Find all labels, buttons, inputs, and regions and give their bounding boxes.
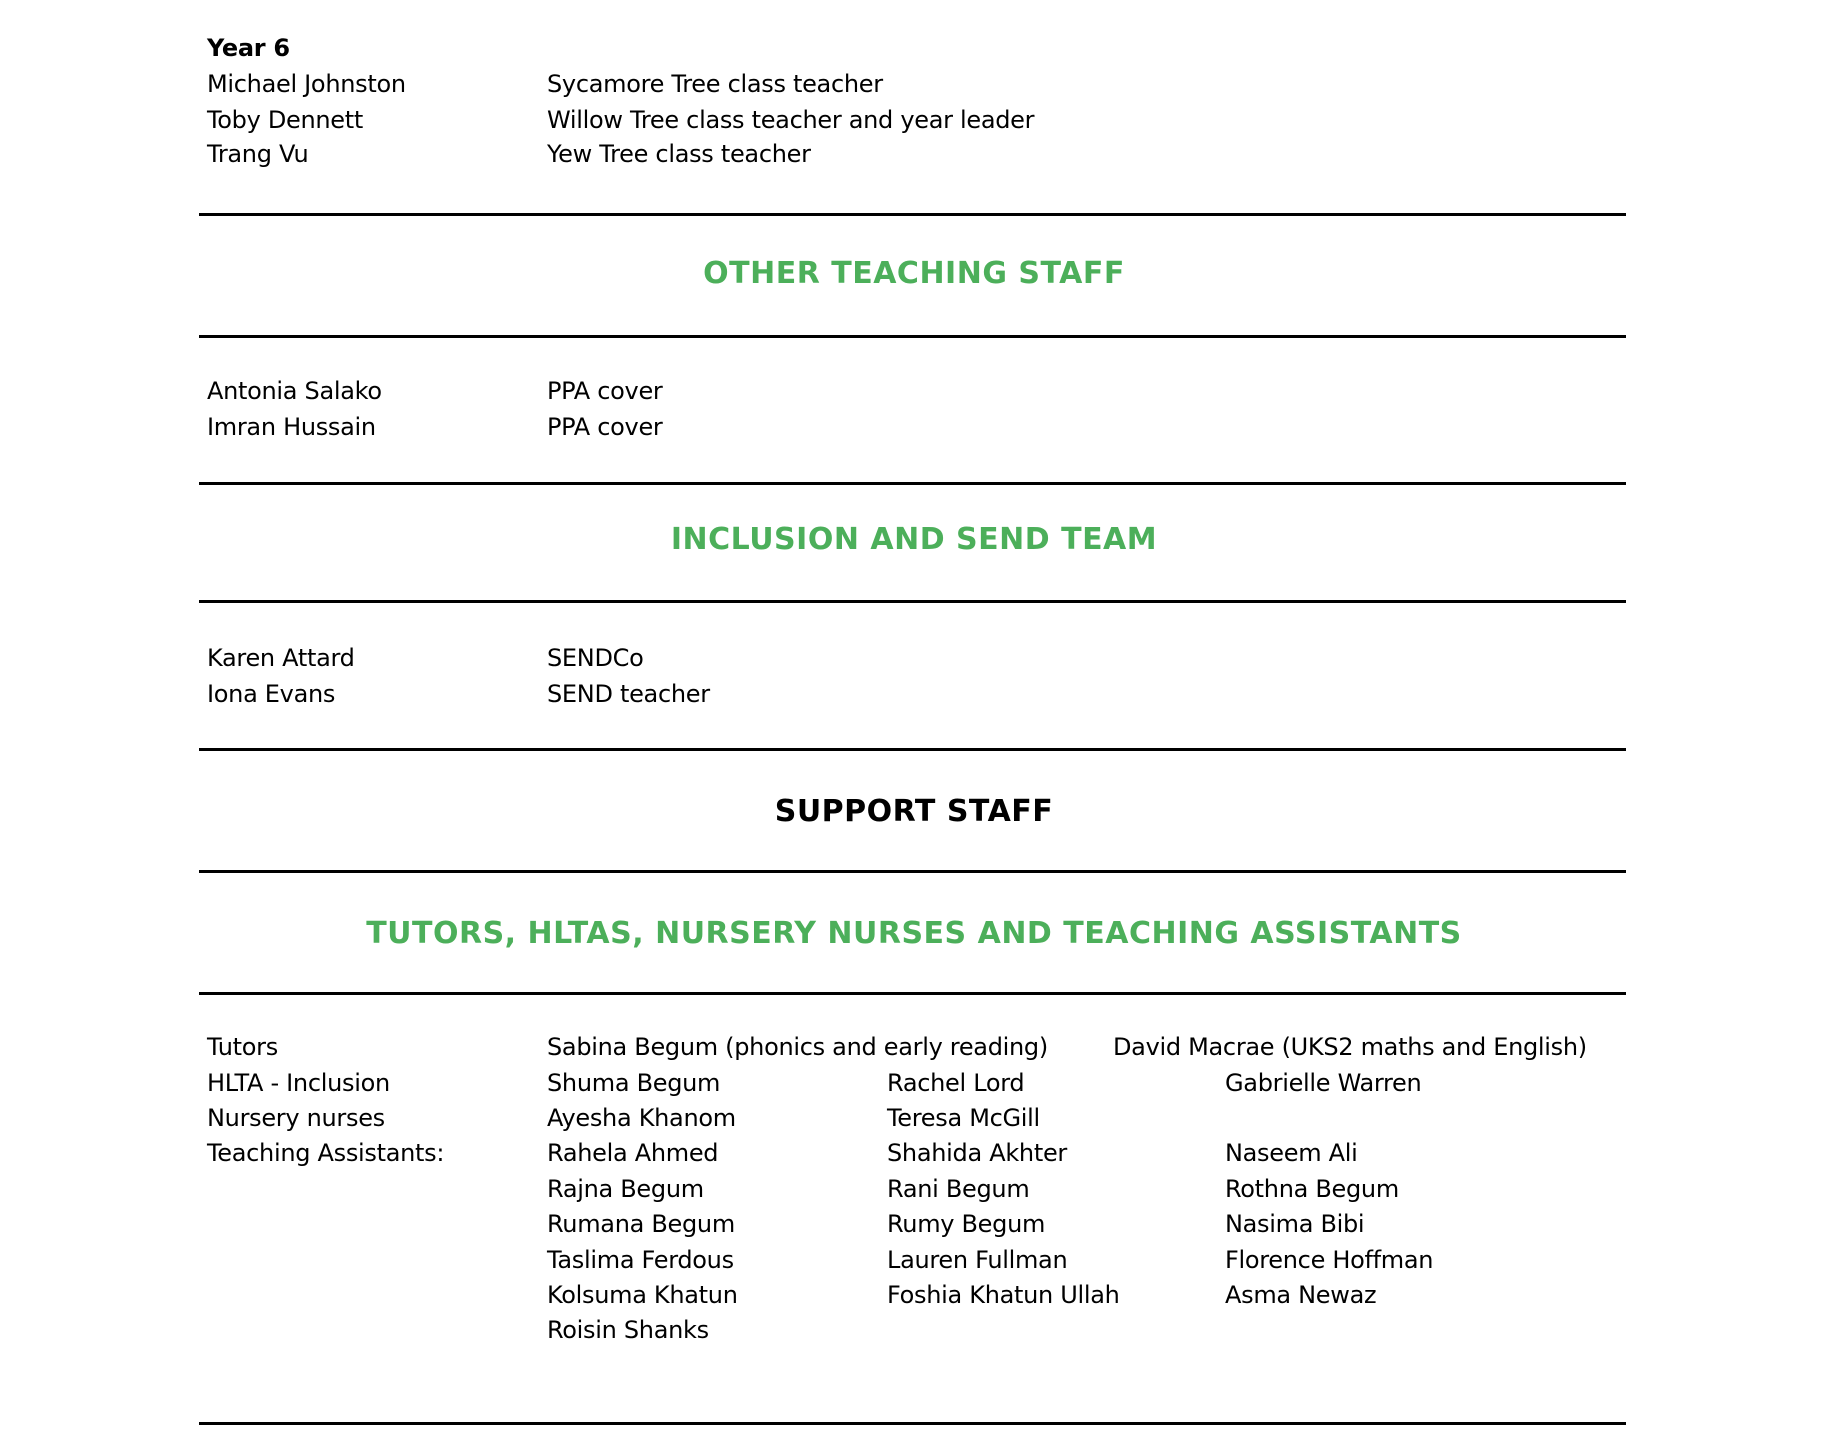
section-heading-support-staff: SUPPORT STAFF [774,794,1054,829]
divider [199,335,1626,338]
staff-name: Rumana Begum [547,1210,735,1238]
staff-name: Karen Attard [207,644,355,672]
staff-name: Toby Dennett [207,106,363,134]
category-label-hlta: HLTA - Inclusion [207,1069,390,1097]
staff-name: Lauren Fullman [887,1246,1068,1274]
staff-role: PPA cover [547,413,663,441]
staff-name: Asma Newaz [1225,1281,1377,1309]
staff-name: Michael Johnston [207,70,406,98]
staff-name: Nasima Bibi [1225,1210,1365,1238]
divider [199,992,1626,995]
section-heading-tutors: TUTORS, HLTAS, NURSERY NURSES AND TEACHING ASSISTANTS [366,916,1462,951]
divider [199,748,1626,751]
staff-role: Willow Tree class teacher and year leader [547,106,1035,134]
staff-name: Shahida Akhter [887,1139,1067,1167]
staff-name: David Macrae (UKS2 maths and English) [1113,1033,1587,1061]
staff-role: SENDCo [547,644,644,672]
staff-name: Rajna Begum [547,1175,704,1203]
staff-name: Antonia Salako [207,377,382,405]
divider [199,870,1626,873]
staff-name: Iona Evans [207,680,336,708]
staff-name: Taslima Ferdous [547,1246,734,1274]
staff-role: Yew Tree class teacher [547,140,811,168]
staff-name: Roisin Shanks [547,1316,709,1344]
staff-name: Trang Vu [207,140,309,168]
staff-name: Foshia Khatun Ullah [887,1281,1120,1309]
staff-name: Gabrielle Warren [1225,1069,1422,1097]
year6-title: Year 6 [207,34,290,62]
divider [199,1422,1626,1425]
staff-name: Rachel Lord [887,1069,1025,1097]
category-label-teaching-assistants: Teaching Assistants: [207,1139,445,1167]
divider [199,213,1626,216]
staff-name: Rumy Begum [887,1210,1046,1238]
staff-name: Florence Hoffman [1225,1246,1434,1274]
divider [199,600,1626,603]
divider [199,482,1626,485]
staff-role: PPA cover [547,377,663,405]
category-label-tutors: Tutors [207,1033,278,1061]
staff-role: Sycamore Tree class teacher [547,70,883,98]
staff-name: Ayesha Khanom [547,1104,736,1132]
staff-name: Imran Hussain [207,413,376,441]
section-heading-inclusion: INCLUSION AND SEND TEAM [670,522,1158,557]
staff-name: Shuma Begum [547,1069,721,1097]
staff-name: Teresa McGill [887,1104,1040,1132]
category-label-nursery: Nursery nurses [207,1104,385,1132]
staff-name: Rani Begum [887,1175,1030,1203]
staff-name: Rothna Begum [1225,1175,1399,1203]
staff-name: Naseem Ali [1225,1139,1358,1167]
staff-name: Rahela Ahmed [547,1139,719,1167]
section-heading-other-teaching: OTHER TEACHING STAFF [703,256,1125,291]
staff-name: Sabina Begum (phonics and early reading) [547,1033,1048,1061]
staff-role: SEND teacher [547,680,710,708]
staff-name: Kolsuma Khatun [547,1281,738,1309]
